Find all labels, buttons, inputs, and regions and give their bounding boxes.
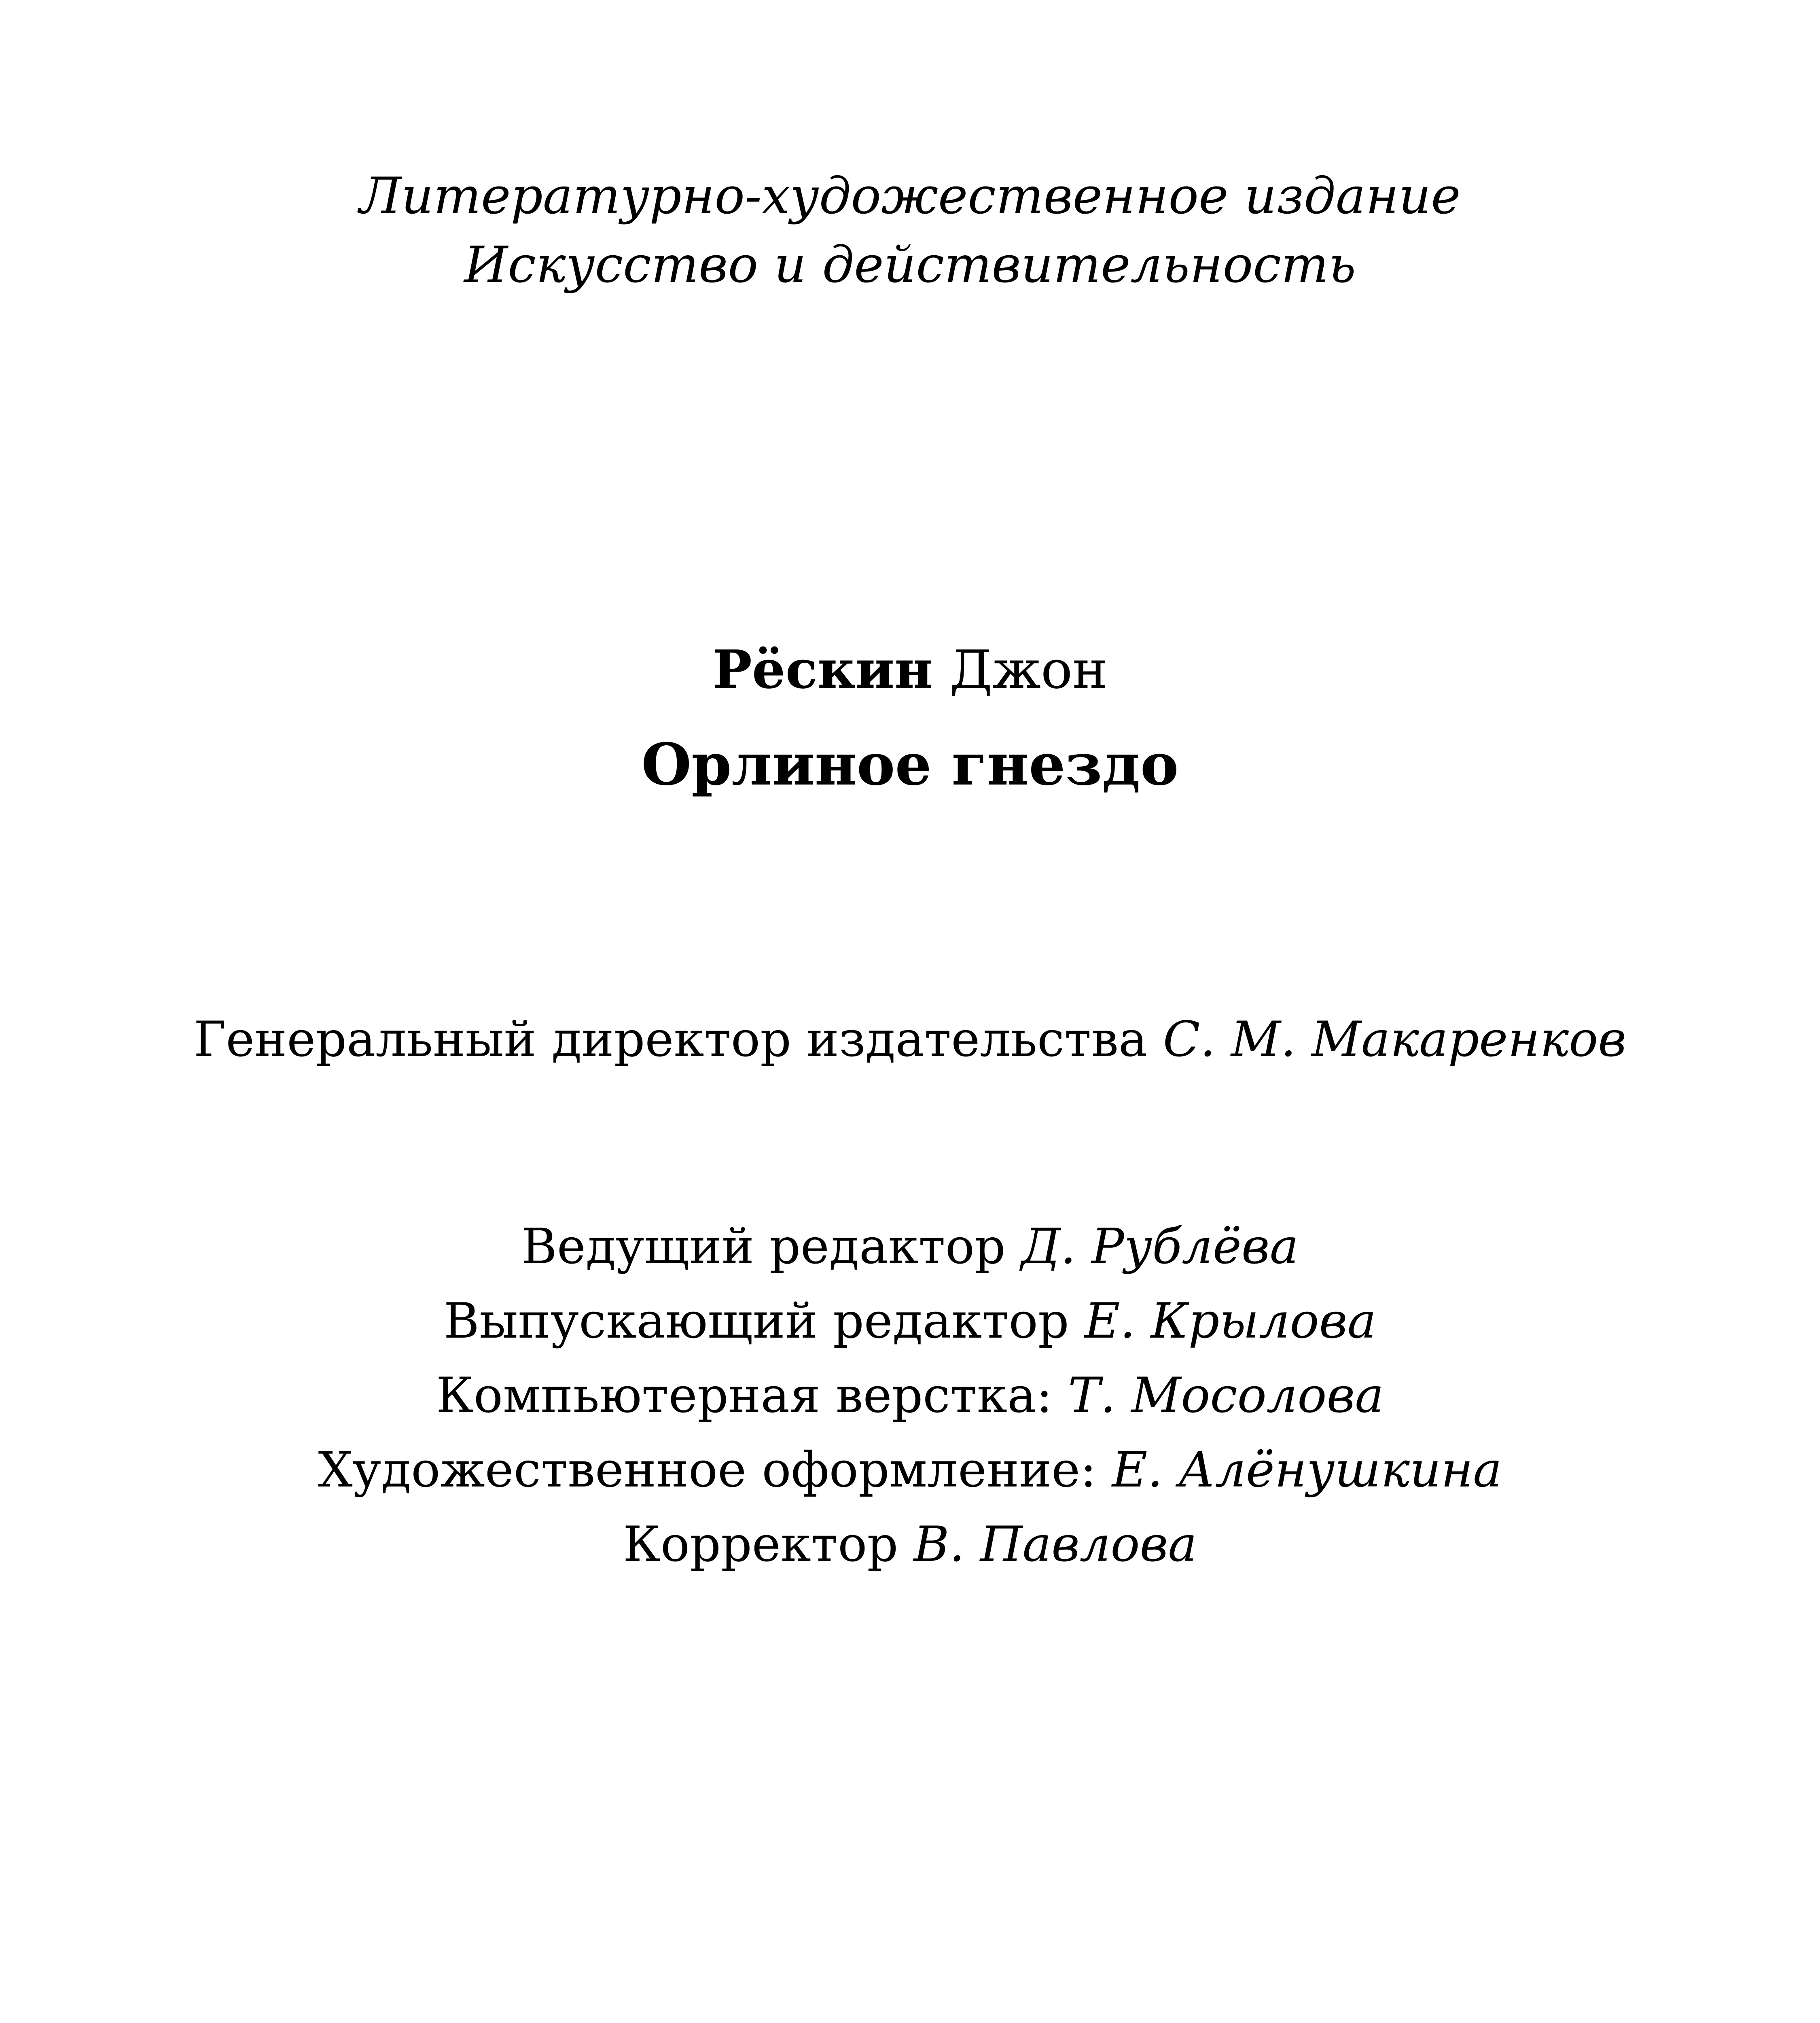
edition-type: Литературно-художественное издание [359,167,1461,225]
director-role: Генеральный директор издательства [193,1012,1148,1068]
staff-person: Т. Мосолова [1068,1368,1384,1424]
book-title: Орлиное гнездо [641,731,1179,798]
director-line [0,1003,1820,1076]
staff-item [0,1433,1820,1508]
staff-item [0,1359,1820,1433]
staff-role: Ведущий редактор [521,1219,1006,1275]
staff-person: Е. Алёнушкина [1112,1442,1502,1498]
series-name: Искусство и действительность [464,236,1356,294]
staff-person: Е. Крылова [1084,1293,1377,1349]
author-surname: Рёскин [712,638,933,700]
director-person: С. М. Макаренков [1163,1012,1627,1068]
staff-item [0,1284,1820,1359]
author-line [0,631,1820,708]
staff-person: Д. Рублёва [1021,1219,1299,1275]
staff-role: Художественное оформление: [318,1442,1097,1498]
author-name: Джон [949,639,1108,700]
staff-role: Компьютерная верстка: [436,1368,1053,1424]
series-info [0,162,1820,299]
staff-person: В. Павлова [913,1516,1197,1573]
staff-list [0,1210,1820,1582]
staff-item [0,1210,1820,1284]
staff-role: Выпускающий редактор [443,1293,1069,1349]
staff-role: Корректор [623,1516,898,1573]
staff-item [0,1508,1820,1582]
